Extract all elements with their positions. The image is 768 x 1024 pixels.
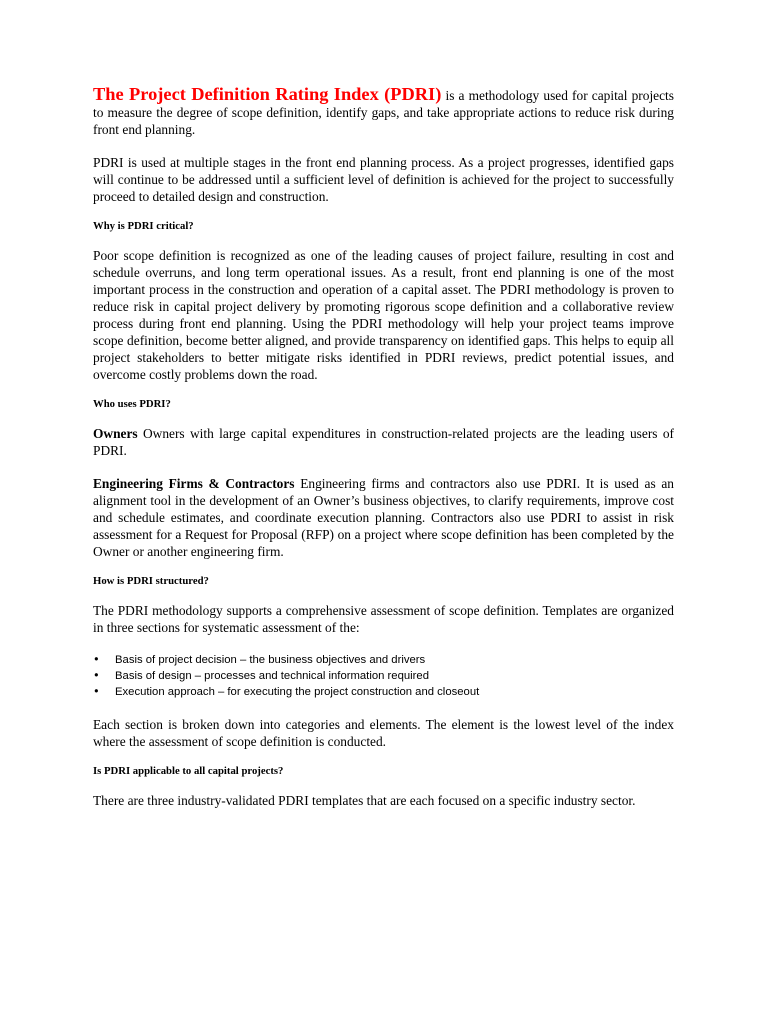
document-title: The Project Definition Rating Index (PDRI)	[93, 84, 442, 104]
structure-paragraph: The PDRI methodology supports a comprehensive assessment of scope definition. Templates are organized in three sections for systematic assessment of the:	[93, 603, 674, 635]
list-item-text: Basis of design – processes and technical information required	[115, 670, 429, 682]
heading-structure: How is PDRI structured?	[93, 575, 209, 587]
why-paragraph: Poor scope definition is recognized as one of the leading causes of project failure, resulting in cost and schedule overruns, and long term operational issues. As a result, front end planning is one of the most important process in the construction and operation of a capital asset. The PDRI methodology is proven to reduce risk in capital project delivery by promoting rigorous scope definition and a collaborative review process during front end planning. Using the PDRI methodology will help your project teams improve scope definition, become better aligned, and provide transparency on identified gaps. This helps to equip all project stakeholders to better mitigate risks identified in PDRI reviews, predict potential issues, and overcome costly problems down the road.	[93, 248, 674, 382]
applicable-paragraph: There are three industry-validated PDRI templates that are each focused on a specific industry sector.	[93, 793, 636, 808]
heading-why: Why is PDRI critical?	[93, 220, 194, 232]
section-elements-paragraph: Each section is broken down into categories and elements. The element is the lowest level of the index where the assessment of scope definition is conducted.	[93, 717, 674, 749]
intro-text: is a methodology used for capital projects to measure the degree of scope definition, identify gaps, and take appropriate actions to reduce risk during front end planning.	[93, 88, 674, 137]
document-page	[93, 86, 674, 809]
owners-paragraph	[93, 425, 674, 459]
engineering-label: Engineering Firms & Contractors	[93, 476, 295, 491]
list-item	[93, 684, 674, 700]
list-item	[93, 668, 674, 684]
stages-paragraph: PDRI is used at multiple stages in the front end planning process. As a project progresses, identified gaps will continue to be addressed until a sufficient level of definition is achieved for the project to successfully proceed to detailed design and construction.	[93, 155, 674, 204]
bullet-icon: •	[93, 653, 100, 666]
intro-paragraph	[93, 86, 674, 138]
structure-bullet-list	[93, 652, 674, 700]
owners-label: Owners	[93, 426, 138, 441]
heading-who: Who uses PDRI?	[93, 398, 171, 410]
engineering-paragraph	[93, 475, 674, 560]
list-item	[93, 652, 674, 668]
list-item-text: Basis of project decision – the business objectives and drivers	[115, 654, 426, 666]
list-item-text: Execution approach – for executing the project construction and closeout	[115, 686, 480, 698]
heading-applicable: Is PDRI applicable to all capital projects?	[93, 765, 284, 777]
engineering-text: Engineering firms and contractors also use PDRI. It is used as an alignment tool in the development of an Owner’s business objectives, to clarify requirements, improve cost and schedule estimates, and coordinate execution planning. Contractors also use PDRI to assist in risk assessment for a Request for Proposal (RFP) on a project where scope definition has been completed by the Owner or another engineering firm.	[93, 476, 674, 559]
bullet-icon: •	[93, 685, 100, 698]
owners-text: Owners with large capital expenditures in construction-related projects are the leading users of PDRI.	[93, 426, 674, 458]
bullet-icon: •	[93, 669, 100, 682]
